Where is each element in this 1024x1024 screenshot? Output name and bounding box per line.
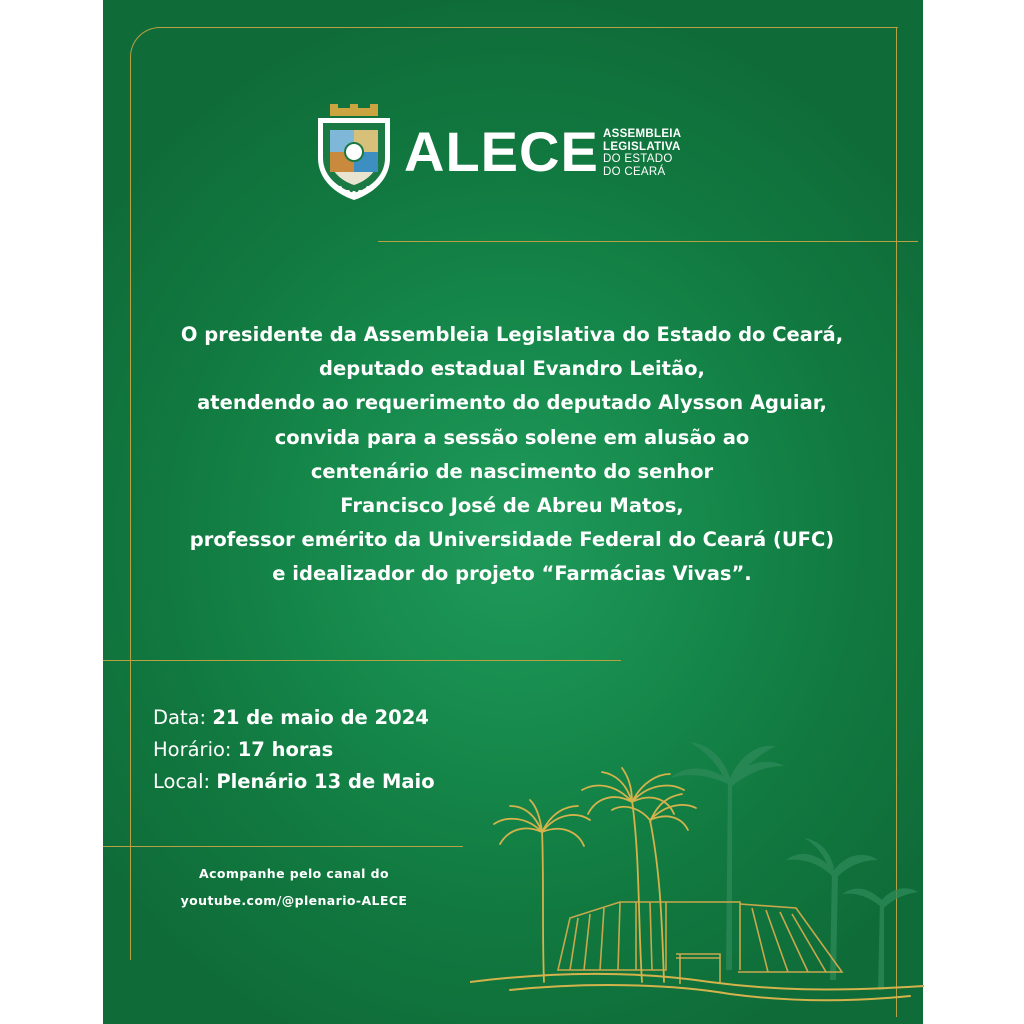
left-margin — [0, 0, 103, 1024]
gold-divider-top — [378, 241, 918, 242]
ground-swoosh — [470, 974, 924, 1001]
invitation-text — [140, 318, 884, 592]
logo-wordmark: ALECE — [404, 120, 599, 183]
invitation-line: convida para a sessão solene em alusão ao — [274, 425, 750, 449]
follow-channel — [170, 860, 418, 914]
invitation-line: Francisco José de Abreu Matos, — [340, 494, 684, 518]
invitation-line: O presidente da Assembleia Legislativa do Estado do Ceará, — [180, 323, 844, 346]
place-label: Local: — [153, 770, 211, 793]
gold-divider-middle — [103, 660, 621, 661]
logo-subtitle-line: LEGISLATIVA — [603, 140, 681, 153]
logo-subtitle-line: DO ESTADO — [603, 153, 673, 165]
place-value: Plenário 13 de Maio — [216, 770, 435, 793]
invitation-line: centenário de nascimento do senhor — [310, 459, 714, 483]
right-margin — [923, 0, 1024, 1024]
gold-frame-left — [130, 60, 131, 960]
palm-trees-building-line-art — [470, 720, 924, 1020]
youtube-channel-link: youtube.com/@plenario-ALECE — [180, 893, 408, 908]
gold-frame-top — [158, 27, 898, 28]
invitation-line: atendendo ao requerimento do deputado Alysson Aguiar, — [197, 391, 827, 415]
alece-logo — [314, 104, 714, 204]
follow-text: Acompanhe pelo canal do — [199, 866, 389, 881]
date-value: 21 de maio de 2024 — [212, 706, 429, 729]
date-label: Data: — [153, 706, 207, 729]
logo-subtitle-line: DO CEARÁ — [603, 165, 666, 178]
background-palm-icon — [670, 742, 918, 990]
invitation-line: professor emérito da Universidade Federal do Ceará (UFC) — [189, 528, 835, 552]
logo-subtitle-line: ASSEMBLEIA — [603, 128, 682, 140]
invitation-line: e idealizador do projeto “Farmácias Vivas”. — [272, 562, 752, 586]
gold-divider-bottom — [103, 846, 463, 847]
ceara-coat-of-arms-icon — [314, 104, 394, 202]
logo-subtitle — [603, 128, 723, 178]
invitation-line: deputado estadual Evandro Leitão, — [319, 357, 705, 381]
time-label: Horário: — [153, 738, 232, 761]
time-value: 17 horas — [237, 738, 334, 761]
building-outline — [558, 902, 842, 984]
